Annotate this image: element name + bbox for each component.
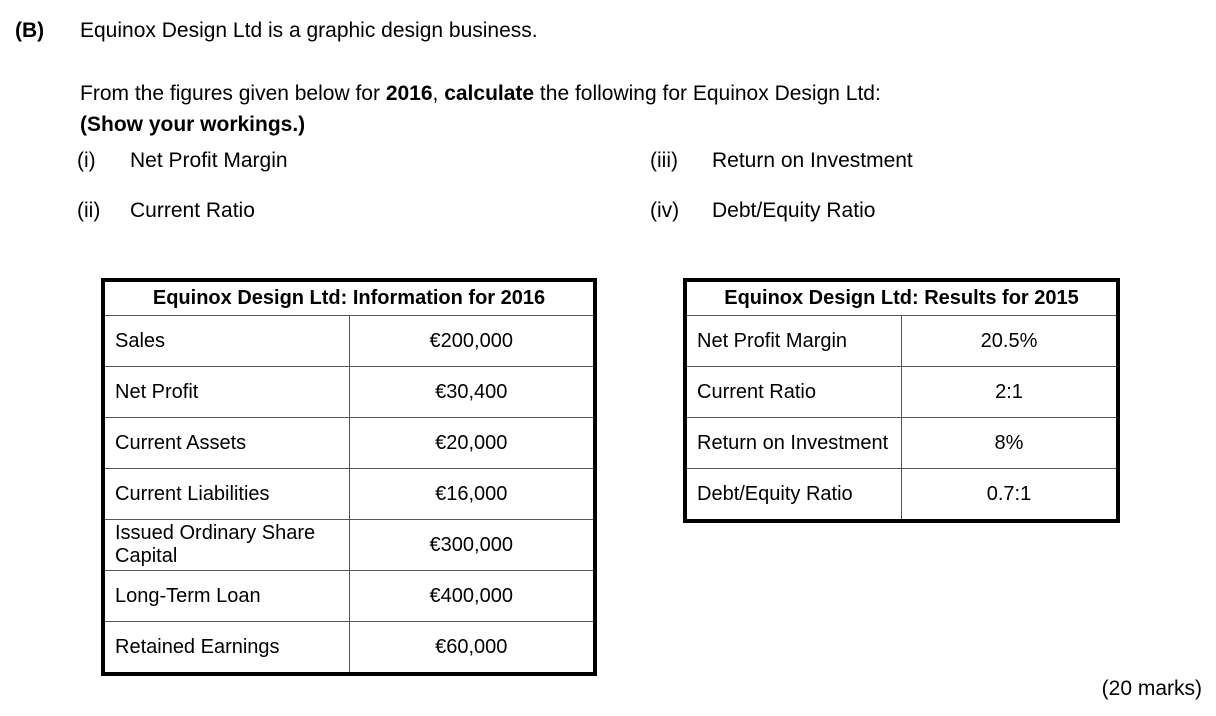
marks-label: (20 marks) [1101, 677, 1202, 700]
requirement-label-i: Net Profit Margin [130, 149, 288, 172]
table-row [685, 316, 1118, 367]
table-row [103, 622, 595, 675]
table-header-row [685, 280, 1118, 316]
instruction-prefix: From the figures given below for [80, 82, 386, 105]
table-row [103, 469, 595, 520]
table-row [103, 520, 595, 571]
row-value: €200,000 [349, 316, 595, 367]
table-row [103, 571, 595, 622]
question-intro-text: Equinox Design Ltd is a graphic design business. [80, 19, 538, 42]
instruction-line [80, 79, 881, 109]
row-label: Return on Investment [685, 418, 902, 469]
row-value: 2:1 [902, 367, 1119, 418]
table-row [685, 367, 1118, 418]
row-label: Net Profit [103, 367, 349, 418]
requirement-number-i: (i) [77, 149, 96, 172]
row-value: €400,000 [349, 571, 595, 622]
instruction-verb: calculate [444, 82, 535, 105]
row-value: €20,000 [349, 418, 595, 469]
requirement-number-iv: (iv) [650, 199, 680, 222]
requirement-label-ii: Current Ratio [130, 199, 255, 222]
instruction-suffix: the following for Equinox Design Ltd: [534, 82, 881, 105]
instruction-separator: , [432, 82, 445, 105]
row-label: Retained Earnings [103, 622, 349, 675]
results-table-title: Equinox Design Ltd: Results for 2015 [685, 280, 1118, 316]
table-row [103, 367, 595, 418]
row-value: €30,400 [349, 367, 595, 418]
row-value: €300,000 [349, 520, 595, 571]
requirement-label-iii: Return on Investment [712, 149, 913, 172]
row-value: 0.7:1 [902, 469, 1119, 522]
row-value: €16,000 [349, 469, 595, 520]
row-label: Issued Ordinary Share Capital [103, 520, 349, 571]
table-row [685, 469, 1118, 522]
row-label: Current Liabilities [103, 469, 349, 520]
results-table [683, 278, 1120, 523]
question-letter: (B) [15, 19, 45, 42]
row-label: Current Ratio [685, 367, 902, 418]
row-value: €60,000 [349, 622, 595, 675]
information-table [101, 278, 597, 676]
table-row [685, 418, 1118, 469]
row-label: Current Assets [103, 418, 349, 469]
question-intro [0, 14, 1216, 48]
instruction-year: 2016 [385, 82, 433, 105]
row-value: 8% [902, 418, 1119, 469]
row-label: Long-Term Loan [103, 571, 349, 622]
workings-note: (Show your workings.) [80, 113, 306, 136]
table-row [103, 418, 595, 469]
row-label: Net Profit Margin [685, 316, 902, 367]
row-value: 20.5% [902, 316, 1119, 367]
table-header-row [103, 280, 595, 316]
requirement-label-iv: Debt/Equity Ratio [712, 199, 876, 222]
table-row [103, 316, 595, 367]
information-table-title: Equinox Design Ltd: Information for 2016 [103, 280, 595, 316]
row-label: Debt/Equity Ratio [685, 469, 902, 522]
row-label: Sales [103, 316, 349, 367]
requirement-number-ii: (ii) [77, 199, 101, 222]
requirement-number-iii: (iii) [650, 149, 678, 172]
